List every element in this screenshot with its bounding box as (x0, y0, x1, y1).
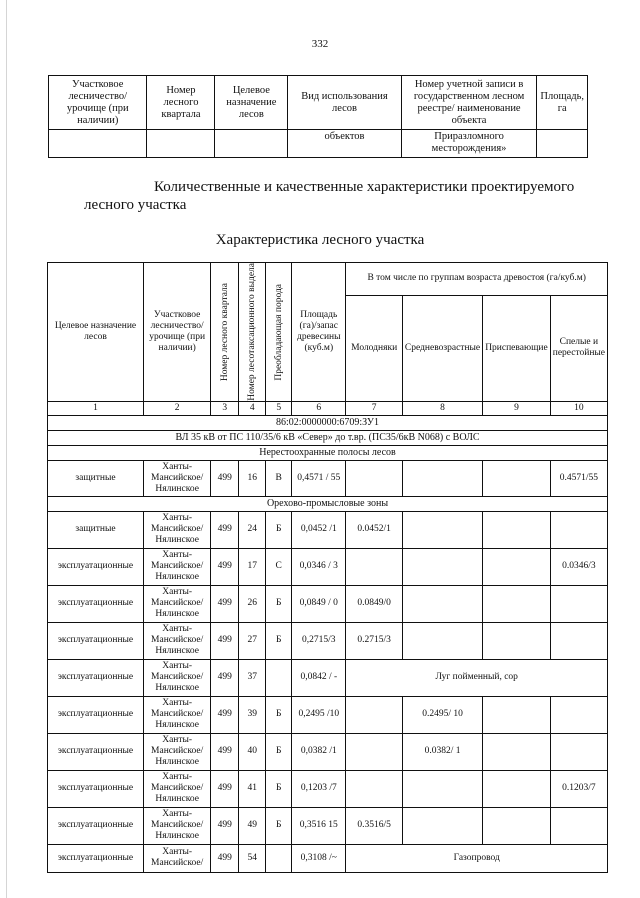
cell-quarter: 499 (211, 807, 239, 844)
cell-allotment: 39 (239, 696, 266, 733)
table-row (48, 622, 608, 659)
cell-middle (402, 807, 482, 844)
forest-plot-table (47, 262, 608, 873)
col-number: 5 (266, 401, 292, 415)
cell-young (346, 696, 403, 733)
cell-purpose: эксплуатационные (48, 659, 144, 696)
cell-species: Б (266, 733, 292, 770)
cell-quarter: 499 (211, 460, 239, 496)
cell-quarter: 499 (211, 696, 239, 733)
cell-young (346, 460, 403, 496)
cell-young: 0.0849/0 (346, 585, 403, 622)
header-species: Преобладающая порода (266, 263, 292, 402)
col-number: 9 (483, 401, 551, 415)
cell-forestry: Ханты-Мансийское/ Нялинское (144, 548, 211, 585)
cell-maturing (483, 460, 551, 496)
cell-middle (402, 770, 482, 807)
cell-forestry: Ханты-Мансийское/ Нялинское (144, 622, 211, 659)
cell-quarter: 499 (211, 733, 239, 770)
header-purpose: Целевое назначение лесов (215, 76, 288, 130)
cell-quarter: 499 (211, 844, 239, 872)
cell-area (537, 130, 588, 158)
col-number: 7 (346, 401, 403, 415)
cell-area: 0,3108 /~ (292, 844, 346, 872)
cell-allotment: 16 (239, 460, 266, 496)
header-purpose: Целевое назначение лесов (48, 263, 144, 402)
header-allotment: Номер лесотаксационного выдела (239, 263, 266, 402)
cell-purpose: защитные (48, 511, 144, 548)
cell-forestry (49, 130, 147, 158)
cell-species: Б (266, 770, 292, 807)
cell-young (346, 733, 403, 770)
cell-mature (550, 585, 607, 622)
cell-middle (402, 585, 482, 622)
table-row (48, 585, 608, 622)
cell-quarter: 499 (211, 770, 239, 807)
table-row (48, 696, 608, 733)
cell-middle: 0.0382/ 1 (402, 733, 482, 770)
cell-forestry: Ханты-Мансийское/ Нялинское (144, 733, 211, 770)
cell-allotment: 54 (239, 844, 266, 872)
header-usage: Вид использования лесов (288, 76, 401, 130)
cell-mature: 0.4571/55 (550, 460, 607, 496)
cell-forestry: Ханты-Мансийское/ Нялинское (144, 585, 211, 622)
table-row (48, 770, 608, 807)
col-number: 10 (550, 401, 607, 415)
cell-mature (550, 622, 607, 659)
cell-allotment: 26 (239, 585, 266, 622)
cell-purpose: эксплуатационные (48, 844, 144, 872)
col-number: 1 (48, 401, 144, 415)
cell-purpose: эксплуатационные (48, 770, 144, 807)
cell-quarter: 499 (211, 548, 239, 585)
header-quarter: Номер лесного квартала (147, 76, 215, 130)
header-mature: Спелые и перестойные (550, 295, 607, 401)
cell-species: Б (266, 585, 292, 622)
cell-area: 0,1203 /7 (292, 770, 346, 807)
cell-allotment: 24 (239, 511, 266, 548)
cell-young: 0.3516/5 (346, 807, 403, 844)
cell-quarter (147, 130, 215, 158)
cell-forestry: Ханты-Мансийское/ Нялинское (144, 511, 211, 548)
cell-purpose: эксплуатационные (48, 585, 144, 622)
cell-allotment: 49 (239, 807, 266, 844)
table-title: Характеристика лесного участка (215, 232, 425, 248)
header-registry: Номер учетной записи в государственном лесном реестре/ наименование объекта (401, 76, 537, 130)
table-row (48, 733, 608, 770)
cell-land-note: Газопровод (346, 844, 608, 872)
cell-forestry: Ханты-Мансийское/ Нялинское (144, 696, 211, 733)
cell-maturing (483, 585, 551, 622)
cell-area: 0,0452 /1 (292, 511, 346, 548)
cell-maturing (483, 511, 551, 548)
scan-edge (6, 0, 7, 898)
cell-allotment: 41 (239, 770, 266, 807)
cell-forestry: Ханты-Мансийское/ Нялинское (144, 770, 211, 807)
cell-purpose: эксплуатационные (48, 696, 144, 733)
cell-middle (402, 460, 482, 496)
cadastral-number-row: 86:02:0000000:6709:ЗУ1 (48, 415, 608, 430)
cell-species (266, 659, 292, 696)
cell-mature (550, 696, 607, 733)
cell-purpose: защитные (48, 460, 144, 496)
cell-mature (550, 511, 607, 548)
section-heading: Количественные и качественные характеристики проектируемого лесного участка (84, 179, 575, 213)
cell-quarter: 499 (211, 585, 239, 622)
header-area: Площадь (га)/запас древесины (куб.м) (292, 263, 346, 402)
cell-area: 0,4571 / 55 (292, 460, 346, 496)
cell-middle: 0.2495/ 10 (402, 696, 482, 733)
header-forestry: Участковое лесничество/ урочище (при наличии) (49, 76, 147, 130)
cell-quarter: 499 (211, 659, 239, 696)
cell-purpose: эксплуатационные (48, 622, 144, 659)
table-row (48, 807, 608, 844)
cell-species: Б (266, 807, 292, 844)
cell-young (346, 770, 403, 807)
continuation-table (48, 75, 588, 158)
cell-mature (550, 807, 607, 844)
cell-land-note: Луг пойменный, сор (346, 659, 608, 696)
category-row: Нерестоохранные полосы лесов (48, 445, 608, 460)
table-row (48, 844, 608, 872)
table-row (48, 659, 608, 696)
col-number: 2 (144, 401, 211, 415)
cell-area: 0,3516 15 (292, 807, 346, 844)
category-row: Орехово-промысловые зоны (48, 496, 608, 511)
cell-maturing (483, 733, 551, 770)
cell-area: 0,2715/3 (292, 622, 346, 659)
cell-quarter: 499 (211, 622, 239, 659)
cell-usage: объектов (288, 130, 401, 158)
cell-maturing (483, 770, 551, 807)
cell-maturing (483, 548, 551, 585)
col-number: 8 (402, 401, 482, 415)
cell-species: Б (266, 511, 292, 548)
cell-middle (402, 548, 482, 585)
cell-purpose (215, 130, 288, 158)
cell-purpose: эксплуатационные (48, 807, 144, 844)
page-number: 332 (311, 38, 329, 50)
cell-mature: 0.0346/3 (550, 548, 607, 585)
header-middle: Средневозрастные (402, 295, 482, 401)
table-row (48, 511, 608, 548)
cell-purpose: эксплуатационные (48, 548, 144, 585)
cell-middle (402, 511, 482, 548)
cell-forestry: Ханты-Мансийское/ Нялинское (144, 807, 211, 844)
cell-young: 0.2715/3 (346, 622, 403, 659)
cell-allotment: 40 (239, 733, 266, 770)
cell-species (266, 844, 292, 872)
cell-species: В (266, 460, 292, 496)
column-numbers-row (48, 401, 608, 415)
cell-quarter: 499 (211, 511, 239, 548)
cell-forestry: Ханты-Мансийское/ Нялинское (144, 460, 211, 496)
cell-allotment: 17 (239, 548, 266, 585)
table-row (48, 460, 608, 496)
header-age-groups: В том числе по группам возраста древостоя (га/куб.м) (346, 263, 608, 296)
cell-area: 0,0382 /1 (292, 733, 346, 770)
cell-species: С (266, 548, 292, 585)
cell-young: 0.0452/1 (346, 511, 403, 548)
cell-area: 0,0346 / 3 (292, 548, 346, 585)
cell-area: 0,2495 /10 (292, 696, 346, 733)
table-row (48, 548, 608, 585)
cell-mature (550, 733, 607, 770)
cell-forestry: Ханты-Мансийское/ Нялинское (144, 659, 211, 696)
col-number: 6 (292, 401, 346, 415)
cell-allotment: 27 (239, 622, 266, 659)
cell-maturing (483, 622, 551, 659)
header-forestry: Участковое лесничество/ урочище (при наличии) (144, 263, 211, 402)
cell-purpose: эксплуатационные (48, 733, 144, 770)
object-name-row: ВЛ 35 кВ от ПС 110/35/6 кВ «Север» до т.вр. (ПС35/6кВ N068) с ВОЛС (48, 430, 608, 445)
cell-forestry: Ханты-Мансийское/ (144, 844, 211, 872)
cell-maturing (483, 807, 551, 844)
header-area: Площадь, га (537, 76, 588, 130)
cell-allotment: 37 (239, 659, 266, 696)
cell-mature: 0.1203/7 (550, 770, 607, 807)
cell-area: 0,0842 / - (292, 659, 346, 696)
cell-registry: Приразломного месторождения» (401, 130, 537, 158)
header-maturing: Приспевающие (483, 295, 551, 401)
cell-maturing (483, 696, 551, 733)
cell-middle (402, 622, 482, 659)
cell-area: 0,0849 / 0 (292, 585, 346, 622)
header-quarter: Номер лесного квартала (211, 263, 239, 402)
col-number: 4 (239, 401, 266, 415)
col-number: 3 (211, 401, 239, 415)
header-young: Молодняки (346, 295, 403, 401)
cell-young (346, 548, 403, 585)
cell-species: Б (266, 696, 292, 733)
cell-species: Б (266, 622, 292, 659)
